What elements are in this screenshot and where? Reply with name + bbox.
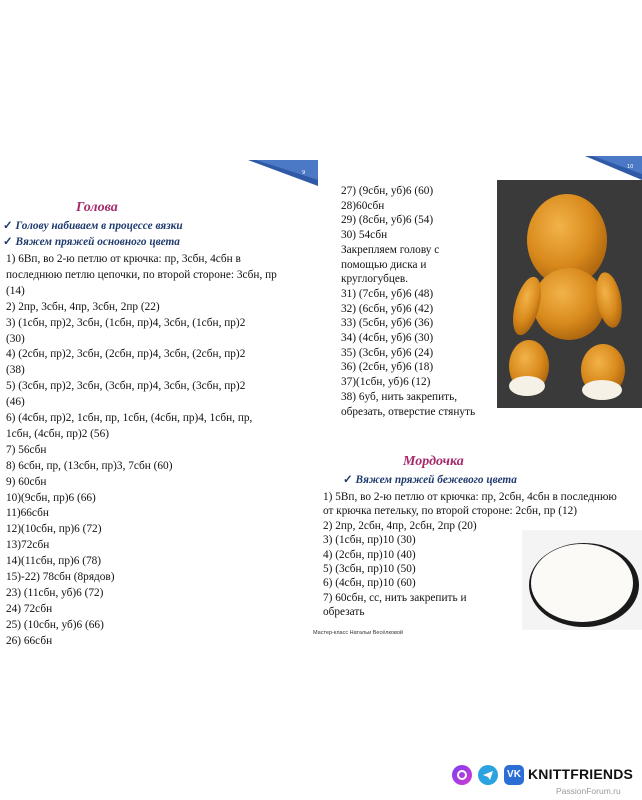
instruction-line: 14)(11сбн, пр)6 (78) [6,555,102,568]
instruction-line: 23) (11сбн, уб)6 (72) [6,586,104,599]
instruction-line: 38) 6уб, нить закрепить, [341,390,458,403]
instruction-line: 27) (9сбн, уб)6 (60) [341,185,434,197]
section-title-head: Голова [76,200,118,215]
instruction-line: 29) (8сбн, уб)6 (54) [341,214,434,227]
instruction-line: круглогубцев. [341,273,409,286]
instruction-line: 24) 72сбн [6,602,53,615]
instruction-line: обрезать [323,606,365,619]
instruction-line: 31) (7сбн, уб)6 (48) [341,287,434,300]
instruction-line: 7) 56сбн [6,443,47,456]
instruction-line: 4) (2сбн, пр)2, 3сбн, (2сбн, пр)4, 3сбн, (2сбн, пр)2 [6,348,246,361]
instruction-line: 11)66сбн [6,507,49,520]
muzzle-subtitle: ✓ Вяжем пряжей бежевого цвета [343,474,517,486]
footer-watermark [0,752,642,800]
instruction-line: 28)60сбн [341,199,385,212]
instruction-line: 9) 60сбн [6,475,47,488]
instruction-line: 5) (3сбн, пр)2, 3сбн, (3сбн, пр)4, 3сбн, (3сбн, пр)2 [6,380,246,393]
site-name: PassionForum.ru [556,786,621,796]
subtitle-1: ✓ Голову набиваем в процессе вязки [3,220,183,232]
subtitle-2: ✓ Вяжем пряжей основного цвета [3,236,180,248]
instruction-line: 7) 60сбн, сс, нить закрепить и [323,591,467,604]
instruction-line: Закрепляем голову с [341,243,440,256]
muzzle-disc-illustration [522,530,642,630]
instruction-line: 2) 2пр, 2сбн, 4пр, 2сбн, 2пр (20) [323,519,477,532]
instruction-line: обрезать, отверстие стянуть [341,405,476,418]
bear-illustration [497,180,642,408]
instruction-line: 12)(10сбн, пр)6 (72) [6,523,102,536]
telegram-icon [478,765,498,785]
instruction-line: 33) (5сбн, уб)6 (36) [341,317,434,330]
check-icon: ✓ [3,236,13,248]
muzzle-photo [522,530,642,630]
vk-icon: VK [504,765,524,785]
instruction-line: 34) (4сбн, уб)6 (30) [341,332,434,344]
instruction-line: 30) 54сбн [341,229,388,242]
instruction-line: 26) 66сбн [6,634,53,647]
instruction-line: 35) (3сбн, уб)6 (24) [341,346,434,359]
instruction-line: 4) (2сбн, пр)10 (40) [323,548,416,561]
instruction-line: 32) (6сбн, уб)6 (42) [341,302,434,315]
max-icon [452,765,472,785]
instruction-line: 1) 5Вп, во 2-ю петлю от крючка: пр, 2сбн, 4сбн в последнюю [323,491,617,503]
instruction-line: последнюю петлю цепочки, по второй стороне: 3сбн, пр [6,268,277,281]
instruction-line: от крючка петельку, по второй стороне: 2сбн, пр (12) [323,505,578,518]
instruction-line: 36) (2сбн, уб)6 (18) [341,361,434,374]
instruction-line: 1сбн, (4сбн, пр)2 (56) [6,427,109,440]
section-title-muzzle: Мордочка [403,454,464,469]
instruction-line: помощью диска и [341,258,427,271]
page-number-left: 9 [302,170,306,176]
instruction-line: (30) [6,332,25,345]
instruction-line: 1) 6Вп, во 2-ю петлю от крючка: пр, 3сбн, 4сбн в [6,253,241,265]
instruction-line: 25) (10сбн, уб)6 (66) [6,618,104,631]
instruction-line: (46) [6,396,25,409]
author-credit: Мастер-класс Натальи Весёлковой [313,630,403,636]
instruction-line: 6) (4сбн, пр)10 (60) [323,577,416,590]
instruction-line: 13)72сбн [6,539,50,552]
instruction-line: 3) (1сбн, пр)10 (30) [323,534,416,547]
instruction-line: 3) (1сбн, пр)2, 3сбн, (1сбн, пр)4, 3сбн, (1сбн, пр)2 [6,316,246,329]
instruction-line: 15)-22) 78сбн (8рядов) [6,571,115,583]
instruction-line: 6) (4сбн, пр)2, 1сбн, пр, 1сбн, (4сбн, пр)4, 1сбн, пр, [6,412,253,424]
bear-toy-photo [497,180,642,408]
brand-name: KNITTFRIENDS [528,766,634,782]
instruction-line: 10)(9сбн, пр)6 (66) [6,491,96,504]
instruction-line: 5) (3сбн, пр)10 (50) [323,563,416,575]
instruction-line: 37)(1сбн, уб)6 (12) [341,376,431,389]
page-number-right: 10 [627,164,634,170]
instruction-line: 2) 2пр, 3сбн, 4пр, 3сбн, 2пр (22) [6,300,160,313]
instruction-line: 8) 6сбн, пр, (13сбн, пр)3, 7сбн (60) [6,459,173,472]
page-corner-left [248,160,318,186]
page-corner-right [585,156,642,180]
check-icon: ✓ [343,474,353,486]
instruction-line: (38) [6,364,25,377]
instruction-line: (14) [6,284,25,297]
check-icon: ✓ [3,220,13,232]
